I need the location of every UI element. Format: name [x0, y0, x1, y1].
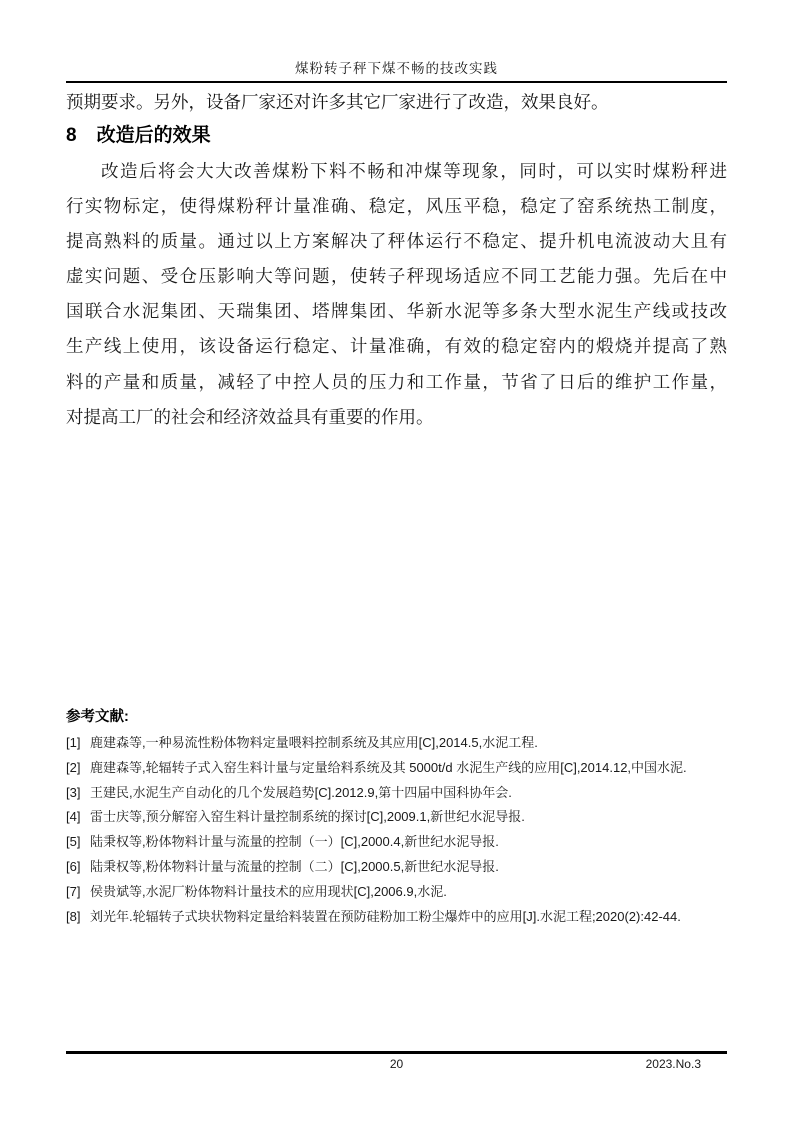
- running-header-title: 煤粉转子秤下煤不畅的技改实践: [295, 61, 498, 76]
- reference-item: [66, 880, 727, 905]
- paragraph-line: 行实物标定，使得煤粉秤计量准确、稳定，风压平稳，稳定了窑系统热工制度，: [66, 196, 727, 217]
- reference-marker: [6]: [66, 858, 81, 874]
- paragraph-line: 虚实问题、受仓压影响大等问题，使转子秤现场适应不同工艺能力强。先后在中: [66, 266, 727, 287]
- reference-text: 鹿建森等,一种易流性粉体物料定量喂料控制系统及其应用[C],2014.5,水泥工程.: [90, 735, 538, 750]
- reference-text: 雷士庆等,预分解窑入窑生料计量控制系统的探讨[C],2009.1,新世纪水泥导报.: [90, 809, 525, 825]
- body-paragraph: [66, 154, 727, 435]
- references-heading: 参考文献:: [66, 709, 129, 725]
- footer: [66, 1057, 727, 1071]
- reference-text: 陆秉权等,粉体物料计量与流量的控制（一）[C],2000.4,新世纪水泥导报.: [90, 834, 499, 850]
- reference-item: [66, 905, 727, 930]
- footer-rule: [66, 1051, 727, 1054]
- issue-label: 2023.No.3: [645, 1057, 701, 1071]
- section-title: 改造后的效果: [96, 125, 211, 146]
- reference-item: [66, 731, 727, 756]
- reference-text: 鹿建森等,轮辐转子式入窑生料计量与定量给料系统及其 5000t/d 水泥生产线的应用[C],2014.12,中国水泥.: [90, 759, 687, 775]
- reference-item: [66, 781, 727, 806]
- section-heading: [66, 120, 727, 147]
- page-number: 20: [389, 1057, 404, 1071]
- reference-marker: [3]: [66, 784, 81, 800]
- reference-marker: [2]: [66, 759, 81, 775]
- paragraph-line: 提高熟料的质量。通过以上方案解决了秤体运行不稳定、提升机电流波动大且有: [66, 231, 727, 252]
- paragraph-tail-line: 预期要求。另外，设备厂家还对许多其它厂家进行了改造，效果良好。: [66, 92, 609, 112]
- reference-item: [66, 756, 727, 781]
- reference-text: 刘光年.轮辐转子式块状物料定量给料装置在预防硅粉加工粉尘爆炸中的应用[J].水泥工程;2020(2):42-44.: [90, 908, 681, 924]
- paragraph-line: 料的产量和质量，减轻了中控人员的压力和工作量，节省了日后的维护工作量，: [66, 371, 727, 392]
- paragraph-line: 改造后将会大大改善煤粉下料不畅和冲煤等现象，同时，可以实时煤粉秤进: [101, 161, 727, 181]
- references-list: [66, 731, 727, 929]
- section-number: 8: [66, 125, 77, 146]
- header-rule: [66, 81, 727, 83]
- paragraph-line: 国联合水泥集团、天瑞集团、塔牌集团、华新水泥等多条大型水泥生产线或技改: [66, 301, 727, 322]
- reference-marker: [4]: [66, 809, 81, 825]
- reference-marker: [7]: [66, 883, 81, 899]
- reference-item: [66, 805, 727, 830]
- paragraph-line: 生产线上使用，该设备运行稳定、计量准确，有效的稳定窑内的煅烧并提高了熟: [66, 336, 727, 357]
- reference-text: 王建民,水泥生产自动化的几个发展趋势[C].2012.9,第十四届中国科协年会.: [90, 784, 512, 800]
- reference-text: 侯贵斌等,水泥厂粉体物料计量技术的应用现状[C],2006.9,水泥.: [90, 883, 447, 899]
- paragraph-line: 对提高工厂的社会和经济效益具有重要的作用。: [66, 406, 434, 427]
- reference-text: 陆秉权等,粉体物料计量与流量的控制（二）[C],2000.5,新世纪水泥导报.: [90, 858, 499, 874]
- reference-item: [66, 855, 727, 880]
- reference-item: [66, 830, 727, 855]
- reference-marker: [8]: [66, 908, 81, 924]
- reference-marker: [5]: [66, 834, 81, 850]
- reference-marker: [1]: [66, 735, 81, 750]
